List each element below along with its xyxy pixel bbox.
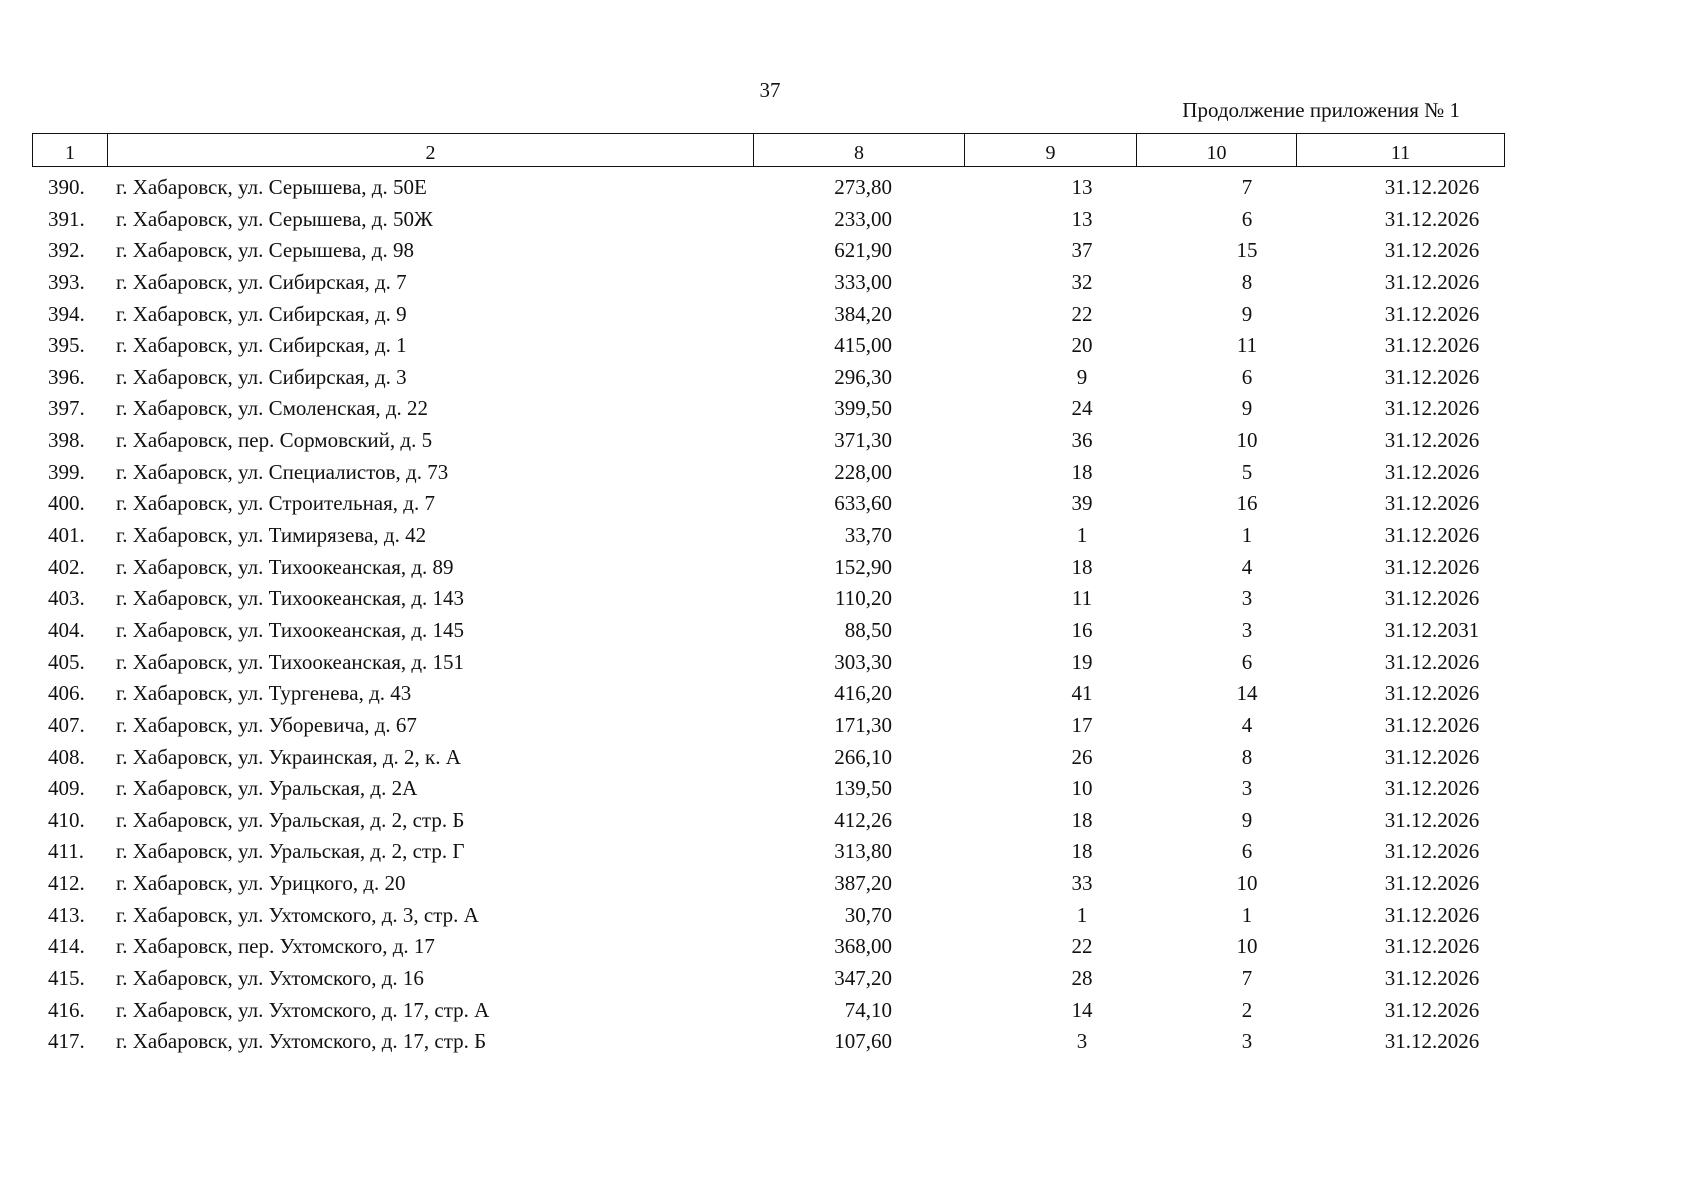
column-9-cell: 22 (1071, 301, 1093, 326)
column-9-cell: 37 (1071, 238, 1093, 263)
column-header-2: 2 (108, 134, 754, 167)
address-cell: г. Хабаровск, ул. Ухтомского, д. 3, стр. А (116, 902, 479, 927)
row-number: 416. (48, 997, 85, 1022)
area-cell: 171,30 (834, 712, 892, 737)
column-10-cell: 8 (1241, 269, 1253, 294)
address-cell: г. Хабаровск, ул. Ухтомского, д. 16 (116, 966, 424, 991)
address-cell: г. Хабаровск, ул. Тихоокеанская, д. 143 (116, 586, 465, 611)
area-cell: 30,70 (844, 902, 892, 927)
row-number: 417. (48, 1029, 85, 1054)
column-header-8: 8 (754, 134, 965, 167)
column-9-cell: 9 (1076, 364, 1088, 389)
area-cell: 415,00 (834, 333, 892, 358)
row-number: 407. (48, 712, 85, 737)
address-cell: г. Хабаровск, ул. Уральская, д. 2А (116, 776, 418, 801)
column-10-cell: 11 (1236, 333, 1258, 358)
table-row (32, 868, 1504, 900)
address-cell: г. Хабаровск, ул. Серышева, д. 50Е (116, 175, 427, 199)
column-9-cell: 39 (1071, 491, 1093, 516)
row-number: 390. (48, 175, 85, 199)
column-9-cell: 13 (1071, 175, 1093, 199)
table-row (32, 330, 1504, 362)
area-cell: 296,30 (834, 364, 892, 389)
column-10-cell: 7 (1241, 175, 1253, 199)
table-row (32, 963, 1504, 995)
column-9-cell: 41 (1071, 681, 1093, 706)
column-header-1: 1 (33, 134, 108, 167)
table-row (32, 900, 1504, 932)
column-9-cell: 14 (1071, 997, 1093, 1022)
date-cell: 31.12.2026 (1384, 586, 1480, 611)
address-cell: г. Хабаровск, ул. Смоленская, д. 22 (116, 396, 429, 421)
row-number: 398. (48, 428, 85, 453)
date-cell: 31.12.2026 (1384, 175, 1480, 199)
date-cell: 31.12.2026 (1384, 396, 1480, 421)
row-number: 415. (48, 966, 85, 991)
date-cell: 31.12.2026 (1384, 238, 1480, 263)
column-header-9: 9 (965, 134, 1137, 167)
address-cell: г. Хабаровск, ул. Украинская, д. 2, к. А (116, 744, 461, 769)
row-number: 406. (48, 681, 85, 706)
area-cell: 152,90 (834, 554, 892, 579)
date-cell: 31.12.2026 (1384, 871, 1480, 896)
area-cell: 384,20 (834, 301, 892, 326)
table-row (32, 773, 1504, 805)
column-10-cell: 14 (1236, 681, 1258, 706)
area-cell: 371,30 (834, 428, 892, 453)
table-row (32, 425, 1504, 457)
row-number: 413. (48, 902, 85, 927)
row-number: 410. (48, 807, 85, 832)
column-header-11: 11 (1297, 134, 1505, 167)
date-cell: 31.12.2026 (1384, 1029, 1480, 1054)
table-row (32, 931, 1504, 963)
address-cell: г. Хабаровск, ул. Уральская, д. 2, стр. Б (116, 807, 465, 832)
table-row (32, 710, 1504, 742)
date-cell: 31.12.2026 (1384, 333, 1480, 358)
address-cell: г. Хабаровск, пер. Ухтомского, д. 17 (116, 934, 435, 959)
area-cell: 399,50 (834, 396, 892, 421)
date-cell: 31.12.2026 (1384, 776, 1480, 801)
column-10-cell: 8 (1241, 744, 1253, 769)
column-9-cell: 3 (1076, 1029, 1088, 1054)
table-row (32, 204, 1504, 236)
column-header-10: 10 (1137, 134, 1297, 167)
area-cell: 387,20 (834, 871, 892, 896)
table-row (32, 267, 1504, 299)
date-cell: 31.12.2026 (1384, 491, 1480, 516)
column-10-cell: 9 (1241, 396, 1253, 421)
table-row (32, 615, 1504, 647)
row-number: 400. (48, 491, 85, 516)
row-number: 402. (48, 554, 85, 579)
table-row (32, 488, 1504, 520)
date-cell: 31.12.2026 (1384, 428, 1480, 453)
column-10-cell: 10 (1236, 871, 1258, 896)
area-cell: 110,20 (835, 586, 892, 611)
address-cell: г. Хабаровск, ул. Серышева, д. 50Ж (116, 206, 433, 231)
date-cell: 31.12.2026 (1384, 744, 1480, 769)
date-cell: 31.12.2026 (1384, 206, 1480, 231)
column-9-cell: 16 (1071, 617, 1093, 642)
area-cell: 621,90 (834, 238, 892, 263)
table-row (32, 678, 1504, 710)
row-number: 395. (48, 333, 85, 358)
address-cell: г. Хабаровск, ул. Уральская, д. 2, стр. Г (116, 839, 465, 864)
area-cell: 233,00 (834, 206, 892, 231)
row-number: 408. (48, 744, 85, 769)
row-number: 393. (48, 269, 85, 294)
column-9-cell: 20 (1071, 333, 1093, 358)
address-cell: г. Хабаровск, ул. Сибирская, д. 7 (116, 269, 407, 294)
column-9-cell: 36 (1071, 428, 1093, 453)
area-cell: 368,00 (834, 934, 892, 959)
address-cell: г. Хабаровск, ул. Специалистов, д. 73 (116, 459, 449, 484)
column-10-cell: 6 (1241, 839, 1253, 864)
address-cell: г. Хабаровск, ул. Тихоокеанская, д. 145 (116, 617, 465, 642)
table-row (32, 1026, 1504, 1058)
table-row (32, 742, 1504, 774)
area-cell: 139,50 (834, 776, 892, 801)
address-cell: г. Хабаровск, ул. Тихоокеанская, д. 151 (116, 649, 465, 674)
column-10-cell: 7 (1241, 966, 1253, 991)
table-row (32, 393, 1504, 425)
date-cell: 31.12.2026 (1384, 712, 1480, 737)
date-cell: 31.12.2026 (1384, 934, 1480, 959)
area-cell: 273,80 (834, 175, 892, 199)
area-cell: 347,20 (834, 966, 892, 991)
column-9-cell: 28 (1071, 966, 1093, 991)
column-header-row (33, 134, 1505, 167)
table-row (32, 583, 1504, 615)
row-number: 399. (48, 459, 85, 484)
row-number: 396. (48, 364, 85, 389)
table-row (32, 362, 1504, 394)
column-header-table (32, 133, 1505, 167)
column-9-cell: 11 (1071, 586, 1093, 611)
table-row (32, 520, 1504, 552)
date-cell: 31.12.2026 (1384, 649, 1480, 674)
address-cell: г. Хабаровск, ул. Строительная, д. 7 (116, 491, 435, 516)
date-cell: 31.12.2026 (1384, 364, 1480, 389)
column-10-cell: 6 (1241, 206, 1253, 231)
row-number: 401. (48, 523, 85, 548)
address-cell: г. Хабаровск, ул. Серышева, д. 98 (116, 238, 414, 263)
column-10-cell: 3 (1241, 1029, 1253, 1054)
area-cell: 333,00 (834, 269, 892, 294)
column-10-cell: 1 (1241, 523, 1253, 548)
row-number: 391. (48, 206, 85, 231)
area-cell: 633,60 (834, 491, 892, 516)
column-9-cell: 24 (1071, 396, 1093, 421)
table-row (32, 235, 1504, 267)
date-cell: 31.12.2026 (1384, 997, 1480, 1022)
column-10-cell: 6 (1241, 364, 1253, 389)
address-cell: г. Хабаровск, ул. Сибирская, д. 3 (116, 364, 407, 389)
column-9-cell: 1 (1076, 902, 1088, 927)
area-cell: 107,60 (834, 1029, 892, 1054)
date-cell: 31.12.2026 (1384, 554, 1480, 579)
column-9-cell: 18 (1071, 839, 1093, 864)
column-10-cell: 9 (1241, 301, 1253, 326)
column-10-cell: 9 (1241, 807, 1253, 832)
table-row (32, 299, 1504, 331)
table-row (32, 457, 1504, 489)
column-10-cell: 5 (1241, 459, 1253, 484)
date-cell: 31.12.2026 (1384, 839, 1480, 864)
column-9-cell: 33 (1071, 871, 1093, 896)
date-cell: 31.12.2026 (1384, 966, 1480, 991)
column-10-cell: 6 (1241, 649, 1253, 674)
area-cell: 313,80 (834, 839, 892, 864)
address-cell: г. Хабаровск, ул. Тихоокеанская, д. 89 (116, 554, 454, 579)
column-9-cell: 26 (1071, 744, 1093, 769)
area-cell: 228,00 (834, 459, 892, 484)
column-9-cell: 18 (1071, 554, 1093, 579)
date-cell: 31.12.2031 (1384, 617, 1480, 642)
column-10-cell: 16 (1236, 491, 1258, 516)
area-cell: 416,20 (834, 681, 892, 706)
column-9-cell: 1 (1076, 523, 1088, 548)
column-10-cell: 4 (1241, 712, 1253, 737)
column-9-cell: 18 (1071, 807, 1093, 832)
column-10-cell: 10 (1236, 428, 1258, 453)
date-cell: 31.12.2026 (1384, 459, 1480, 484)
column-9-cell: 32 (1071, 269, 1093, 294)
page-number: 37 (759, 78, 781, 102)
address-cell: г. Хабаровск, ул. Сибирская, д. 1 (116, 333, 407, 358)
area-cell: 412,26 (834, 807, 892, 832)
table-row (32, 995, 1504, 1027)
row-number: 394. (48, 301, 85, 326)
table-body (32, 172, 1504, 1058)
table-row (32, 836, 1504, 868)
date-cell: 31.12.2026 (1384, 269, 1480, 294)
column-10-cell: 10 (1236, 934, 1258, 959)
table-row (32, 172, 1504, 204)
area-cell: 88,50 (844, 617, 892, 642)
date-cell: 31.12.2026 (1384, 807, 1480, 832)
area-cell: 266,10 (834, 744, 892, 769)
address-cell: г. Хабаровск, ул. Ухтомского, д. 17, стр. А (116, 997, 490, 1022)
address-cell: г. Хабаровск, ул. Тимирязева, д. 42 (116, 523, 427, 548)
address-cell: г. Хабаровск, пер. Сормовский, д. 5 (116, 428, 433, 453)
row-number: 409. (48, 776, 85, 801)
column-10-cell: 4 (1241, 554, 1253, 579)
date-cell: 31.12.2026 (1384, 902, 1480, 927)
column-10-cell: 3 (1241, 617, 1253, 642)
column-9-cell: 18 (1071, 459, 1093, 484)
row-number: 412. (48, 871, 85, 896)
column-10-cell: 2 (1241, 997, 1253, 1022)
column-9-cell: 13 (1071, 206, 1093, 231)
row-number: 414. (48, 934, 85, 959)
row-number: 397. (48, 396, 85, 421)
column-9-cell: 17 (1071, 712, 1093, 737)
row-number: 411. (48, 839, 84, 864)
column-10-cell: 15 (1236, 238, 1258, 263)
column-9-cell: 19 (1071, 649, 1093, 674)
column-10-cell: 1 (1241, 902, 1253, 927)
column-10-cell: 3 (1241, 776, 1253, 801)
address-cell: г. Хабаровск, ул. Урицкого, д. 20 (116, 871, 406, 896)
column-9-cell: 22 (1071, 934, 1093, 959)
address-cell: г. Хабаровск, ул. Ухтомского, д. 17, стр. Б (116, 1029, 487, 1054)
area-cell: 303,30 (834, 649, 892, 674)
date-cell: 31.12.2026 (1384, 523, 1480, 548)
area-cell: 33,70 (844, 523, 892, 548)
table-row (32, 552, 1504, 584)
address-cell: г. Хабаровск, ул. Тургенева, д. 43 (116, 681, 412, 706)
date-cell: 31.12.2026 (1384, 681, 1480, 706)
address-cell: г. Хабаровск, ул. Сибирская, д. 9 (116, 301, 407, 326)
row-number: 403. (48, 586, 85, 611)
row-number: 405. (48, 649, 85, 674)
date-cell: 31.12.2026 (1384, 301, 1480, 326)
column-10-cell: 3 (1241, 586, 1253, 611)
area-cell: 74,10 (844, 997, 892, 1022)
column-9-cell: 10 (1071, 776, 1093, 801)
address-cell: г. Хабаровск, ул. Уборевича, д. 67 (116, 712, 417, 737)
continuation-note: Продолжение приложения № 1 (1182, 98, 1460, 122)
table-row (32, 805, 1504, 837)
table-row (32, 647, 1504, 679)
row-number: 392. (48, 238, 85, 263)
row-number: 404. (48, 617, 85, 642)
